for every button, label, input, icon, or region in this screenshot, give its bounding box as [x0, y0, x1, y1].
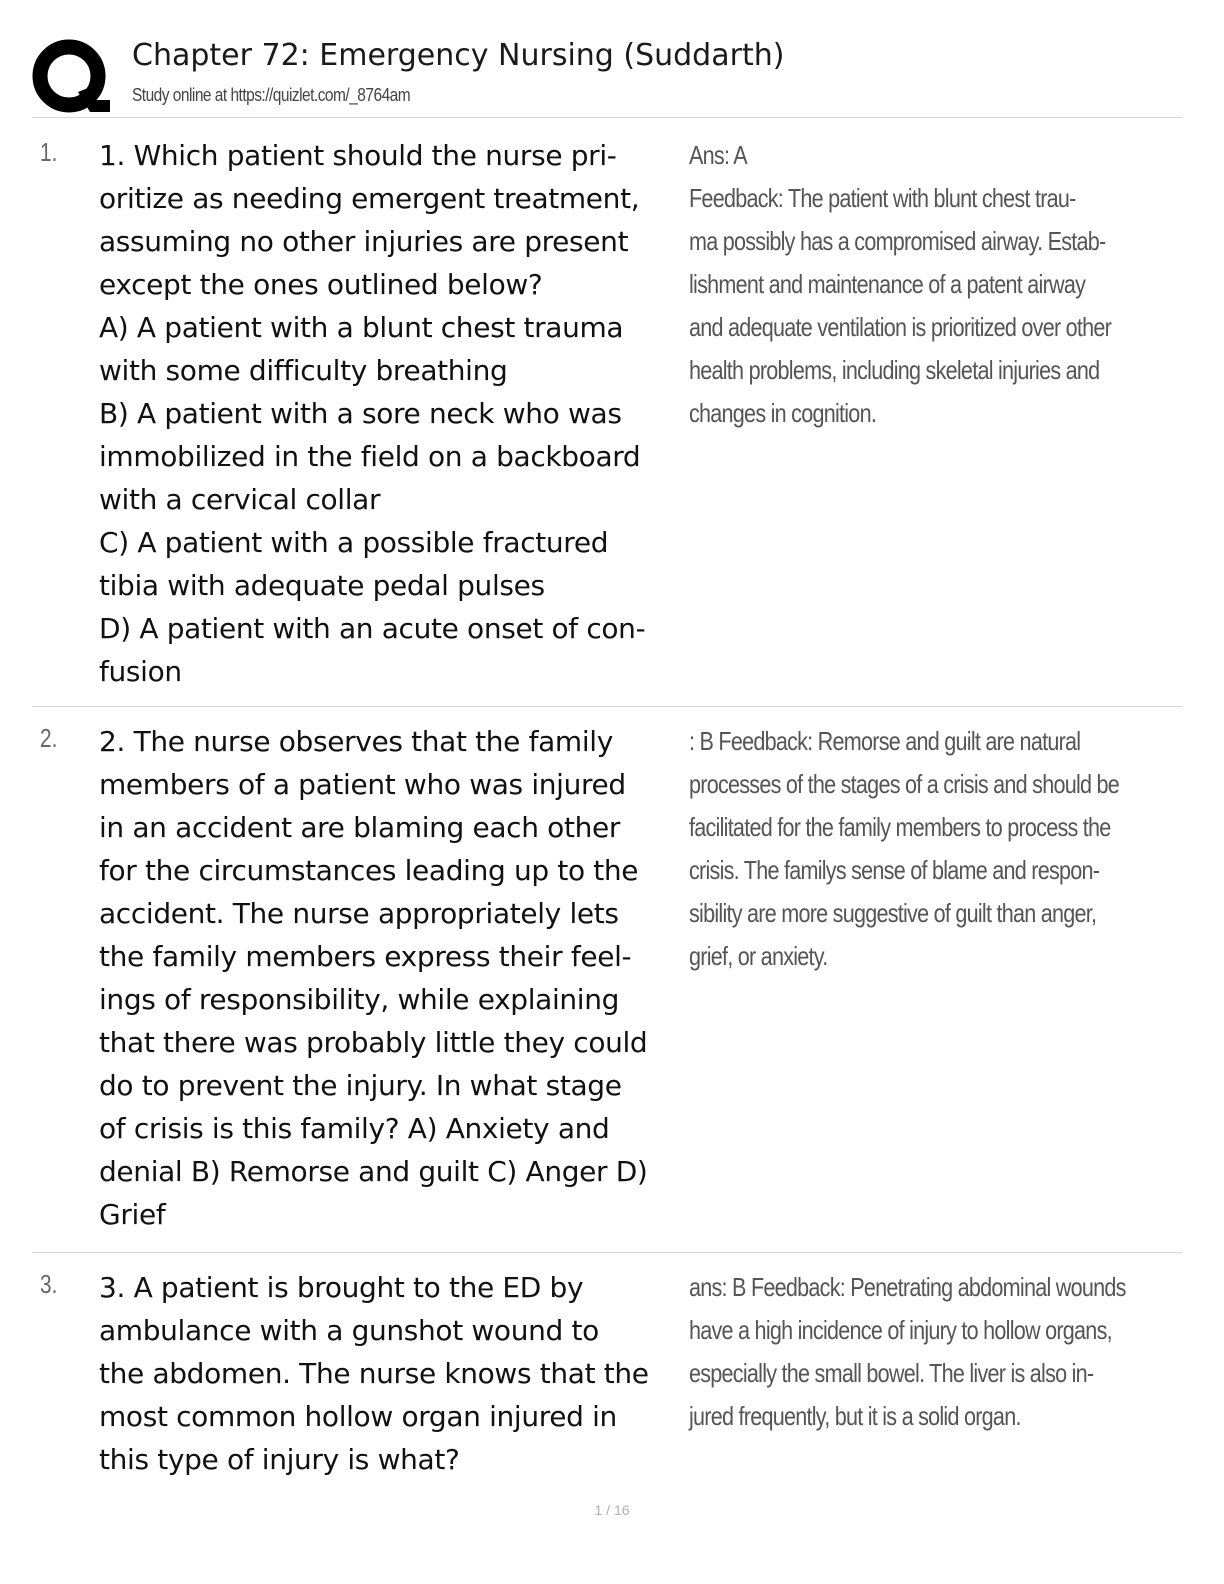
card-question: 3. A patient is brought to the ED by ambulance with a gunshot wound to the abdomen. The nurse knows that the most common hollow organ injured in this type of injury is what? [99, 1271, 649, 1476]
card-question: 2. The nurse observes that the family members of a patient who was injured in an accident are blaming each other for the circumstances leading up to the accident. The nurse appropriately lets the family members express their feel- ings of responsibility, while explaining that there was probably little they could do to prevent the injury. In what stage of crisis is this family? A) Anxiety and denial B) Remorse and guilt C) Anger D) Grief [99, 725, 648, 1231]
card-answer: Ans: A Feedback: The patient with blunt chest trau- ma possibly has a compromised airway. Estab- lishment and maintenance of a patent airway and adequate ventilation is prioritized over other health problems, including skeletal injuries and changes in cognition. [689, 140, 1112, 428]
card-question: 1. Which patient should the nurse pri- oritize as needing emergent treatment, assuming no other injuries are present except the ones outlined below? A) A patient with a blunt chest trauma with some difficulty breathing B) A patient with a sore neck who was immobilized in the field on a backboard with a cervical collar C) A patient with a possible fractured tibia with adequate pedal pulses D) A patient with an acute onset of con- fusion [99, 139, 646, 688]
card-divider [32, 1252, 1182, 1253]
page-number: 1 / 16 [594, 1502, 630, 1518]
card-number: 2. [40, 723, 58, 753]
card-number: 1. [40, 137, 58, 167]
card-answer: ans: B Feedback: Penetrating abdominal wounds have a high incidence of injury to hollow organs, especially the small bowel. The liver is also in- jured frequently, but it is a solid organ. [689, 1272, 1126, 1431]
card-number: 3. [40, 1269, 58, 1299]
header-divider [32, 117, 1182, 118]
card-answer: : B Feedback: Remorse and guilt are natural processes of the stages of a crisis and should be facilitated for the family members to process the crisis. The familys sense of blame and respon- sibility are more suggestive of guilt than anger, grief, or anxiety. [689, 726, 1120, 971]
study-online-link[interactable]: Study online at https://quizlet.com/_8764am [132, 85, 411, 105]
page-title: Chapter 72: Emergency Nursing (Suddarth) [132, 38, 785, 73]
quizlet-q-logo-icon [30, 36, 112, 118]
page-header [30, 30, 1180, 118]
card-divider [32, 706, 1182, 707]
